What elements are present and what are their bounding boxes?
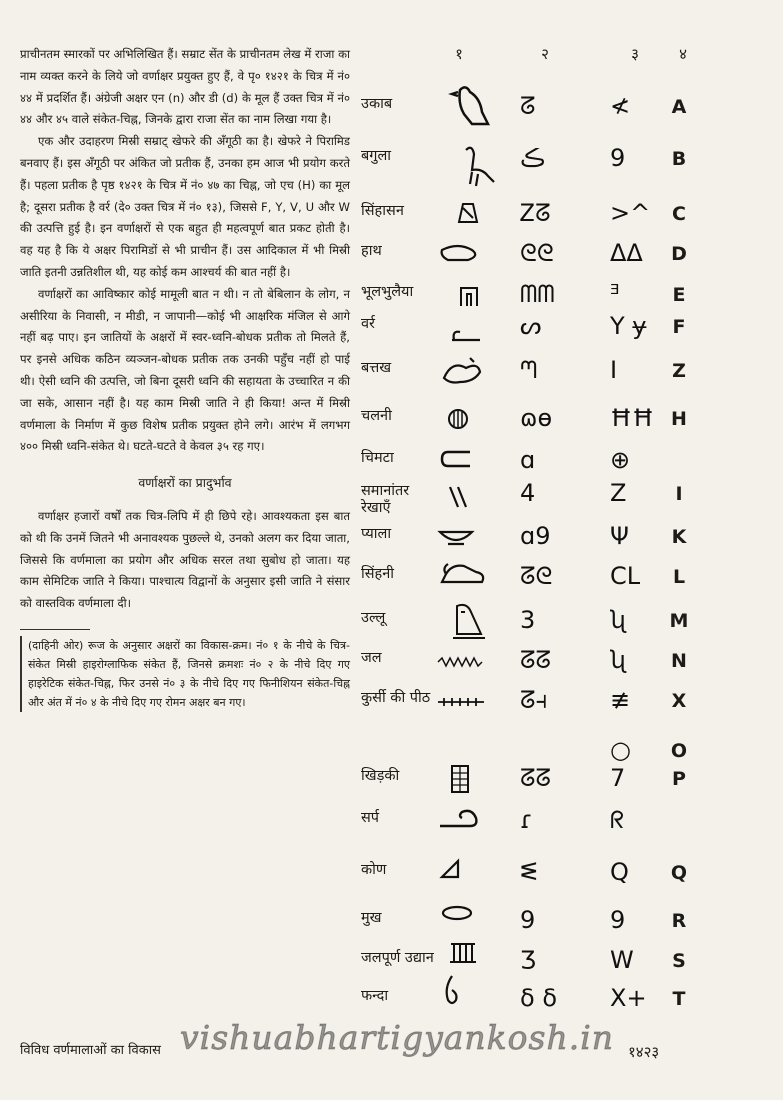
row-label: हाथ xyxy=(361,243,382,259)
roman-letter: R xyxy=(671,910,687,932)
paragraph-2: एक और उदाहरण मिस्री सम्राट् खेफरे की अँगूठी का है। खेफरे ने पिरामिड बनवाए हैं। इस अँगूठी पर अंकित जो प्रतीक हैं, उनका हम आज भी प्रयोग करते हैं। पहला प्रतीक है पृष्ठ १४२१ के चित्र में नं० ४७ का चिह्न, जो एच (H) का मूल है; दूसरा प्रतीक है वर्र (दे० उक्त चित्र में नं० १३), जिससे F, Y, V, U और W की उत्पत्ति हुई है। इन वर्णाक्षरों से एक बहुत ही महत्वपूर्ण बात प्रकट होती है। वह यह है कि ये अक्षर पिरामिडों से भी प्राचीन हैं। उस आदिकाल में भी मिस्री जाति इतनी उन्नतिशील थी, यह कोई कम आश्चर्य की बात नहीं है। xyxy=(20,134,350,279)
phoenician-glyph: ᴲ xyxy=(610,280,620,308)
phoenician-glyph: ᖇ xyxy=(610,806,625,834)
phoenician-glyph: CL xyxy=(610,562,641,590)
row-label: जल xyxy=(361,650,382,666)
phoenician-glyph: Ψ xyxy=(610,522,629,550)
phoenician-glyph: W xyxy=(610,946,634,974)
roman-letter: F xyxy=(672,316,686,338)
tongs-hieroglyph-icon xyxy=(440,448,474,470)
hieratic-glyph: ڪ xyxy=(520,144,546,172)
duck-hieroglyph-icon xyxy=(440,352,484,386)
hieratic-glyph: Ӡ xyxy=(520,946,536,974)
column-number-4: ४ xyxy=(679,45,687,63)
roman-letter: B xyxy=(671,148,687,170)
phoenician-glyph: ≢ xyxy=(610,686,631,714)
angle-hieroglyph-icon xyxy=(438,857,462,881)
phoenician-glyph: ʯ xyxy=(610,606,626,634)
phoenician-glyph: ʯ xyxy=(610,646,626,674)
phoenician-glyph: Z xyxy=(610,479,627,507)
garden-hieroglyph-icon xyxy=(446,936,480,966)
row-label: मुख xyxy=(361,910,382,926)
row-label: बगुला xyxy=(361,148,392,164)
column-number-3: ३ xyxy=(631,45,639,63)
window-hieroglyph-icon xyxy=(449,763,471,795)
hieratic-glyph: ᓬ xyxy=(520,858,538,886)
roman-letter: H xyxy=(671,408,687,430)
row-label: उकाब xyxy=(361,96,393,112)
hieratic-glyph: 3 xyxy=(520,606,536,634)
hieratic-glyph: 9 xyxy=(520,906,536,934)
labyrinth-hieroglyph-icon xyxy=(457,284,481,308)
page-number: १४२३ xyxy=(628,1043,660,1061)
hand-hieroglyph-icon xyxy=(438,240,482,264)
phoenician-glyph: ĦĦ xyxy=(610,404,654,432)
row-label: सर्प xyxy=(361,810,380,826)
roman-letter: N xyxy=(671,650,687,672)
chair-back-hieroglyph-icon xyxy=(436,694,486,710)
figure-caption: (दाहिनी ओर) रूज के अनुसार अक्षरों का विकास-क्रम। नं० १ के नीचे के चित्र-संकेत मिस्री हाइरोग्लाफिक संकेत हैं, जिनसे क्रमशः नं० २ के नीचे दिए गए हाइरेटिक संकेत-चिह्न, फिर उनसे नं० ३ के नीचे दिए गए फिनीशियन संकेत-चिह्न और अंत में नं० ४ के नीचे दिए गए रोमन अक्षर बन गए। xyxy=(20,636,350,712)
hieratic-glyph: ɷɵ xyxy=(520,404,553,432)
phoenician-glyph: 9 xyxy=(610,906,626,934)
hieratic-glyph: ᗰᗰ xyxy=(520,280,555,308)
phoenician-glyph: Y ɏ xyxy=(610,312,647,340)
roman-letter: P xyxy=(672,768,686,790)
hieratic-glyph: δ δ xyxy=(520,984,557,1012)
phoenician-glyph: ≮ xyxy=(610,92,631,120)
phoenician-glyph: ΔΔ xyxy=(610,239,643,267)
column-number-1: १ xyxy=(455,45,463,63)
row-label: सिंहासन xyxy=(361,203,404,219)
row-label: चलनी xyxy=(361,408,392,424)
cup-hieroglyph-icon xyxy=(436,526,476,548)
roman-letter: S xyxy=(672,950,686,972)
hieratic-glyph: ɑ9 xyxy=(520,522,551,550)
row-label: कुर्सी की पीठ xyxy=(361,690,431,706)
roman-letter: Z xyxy=(672,360,686,382)
roman-letter: A xyxy=(671,96,687,118)
row-label: उल्लू xyxy=(361,610,386,626)
row-label: समानांतर रेखाएँ xyxy=(361,483,410,516)
hieratic-glyph: ᘉ xyxy=(520,356,538,384)
roman-letter: M xyxy=(669,610,689,632)
phoenician-glyph: ⊕ xyxy=(610,446,631,474)
row-label: भूलभुलैया xyxy=(361,284,414,300)
caption-divider xyxy=(20,629,90,630)
phoenician-glyph: ○ xyxy=(610,736,631,764)
hieratic-glyph: 4 xyxy=(520,479,536,507)
row-label: खिड़की xyxy=(361,768,400,784)
roman-letter: K xyxy=(671,526,687,548)
parallel-lines-hieroglyph-icon xyxy=(446,483,472,511)
column-number-2: २ xyxy=(541,45,549,63)
roman-letter: E xyxy=(672,284,686,306)
roman-letter: D xyxy=(671,243,687,265)
watermark: vishuabhartigyankosh.in xyxy=(180,1018,615,1057)
roman-letter: I xyxy=(675,483,683,505)
row-label: चिमटा xyxy=(361,450,394,466)
hieratic-glyph: ɾ xyxy=(520,806,533,834)
row-label: बत्तख xyxy=(361,360,392,376)
phoenician-glyph: I xyxy=(610,356,618,384)
paragraph-1: प्राचीनतम स्मारकों पर अभिलिखित हैं। सम्राट सेंत के प्राचीनतम लेख में राजा का नाम व्यक्त करने के लिये जो वर्णाक्षर प्रयुक्त हुए हैं, वे पृ० १४२१ के चित्र में नं० ४४ में प्रदर्शित हैं। अंग्रेजी अक्षर एन (n) और डी (d) के मूल हैं उक्त चित्र में नं० ४४ और ४५ वाले संकेत-चिह्न, जिनके द्वारा राजा सेंत का नाम लिखा गया है। xyxy=(20,47,350,127)
mouth-hieroglyph-icon xyxy=(440,904,474,922)
hieratic-glyph: ᘔ xyxy=(520,92,536,120)
phoenician-glyph: 9 xyxy=(610,144,626,172)
row-label: कोण xyxy=(361,862,387,878)
hieratic-glyph: ᘓᘓ xyxy=(520,239,554,267)
hieratic-glyph: ᘔᘔ xyxy=(520,646,552,674)
roman-letter: X xyxy=(671,690,687,712)
roman-letter: O xyxy=(670,740,688,762)
left-text-column xyxy=(20,44,350,712)
eagle-hieroglyph-icon xyxy=(448,84,490,128)
roman-letter: T xyxy=(672,988,686,1010)
phoenician-glyph: Q xyxy=(610,858,629,886)
hieratic-glyph: ᔕ xyxy=(520,312,542,340)
sieve-hieroglyph-icon xyxy=(447,408,469,430)
roman-letter: L xyxy=(672,566,686,588)
snake-hieroglyph-icon xyxy=(448,324,484,346)
hieratic-glyph: ᘔᘓ xyxy=(520,562,553,590)
serpent-hieroglyph-icon xyxy=(436,802,482,832)
water-hieroglyph-icon xyxy=(436,656,486,668)
footer-title: विविध वर्णमालाओं का विकास xyxy=(20,1043,161,1058)
phoenician-glyph: 7 xyxy=(610,764,626,792)
paragraph-3: वर्णाक्षरों का आविष्कार कोई मामूली बात न थी। न तो बेबिलान के लोग, न असीरिया के निवासी, न मीडी, न जापानी—कोई भी आक्षरिक मंजिल से आगे नहीं बढ़ पाए। इन जातियों के अक्षरों में स्वर-ध्वनि-बोधक प्रतीक तो मिलते हैं, पर इनसे अधिक कठिन व्यञ्जन-बोधक प्रतीक तक उनकी पहुँच नहीं हो पाई थी। ऐसी ध्वनि की उत्पत्ति, जो बिना दूसरी ध्वनि की सहायता के उच्चारित न की जा सके, आसान नहीं है। यह काम मिस्री जाति ने ही किया! अन्त में मिस्री वर्णमाला के निर्माण में कुछ विशेष प्रतीक प्रयुक्त होने लगे। आरंभ में लगभग ४०० मिस्री ध्वनि-संकेत थे। घटते-घटते वे केवल ३५ रह गए। xyxy=(20,286,350,454)
row-label: जलपूर्ण उद्यान xyxy=(361,950,434,966)
hieratic-glyph: ᘔᘔ xyxy=(520,764,552,792)
row-label: वर्र xyxy=(361,316,375,332)
noose-hieroglyph-icon xyxy=(442,972,462,1008)
phoenician-glyph: X+ xyxy=(610,984,647,1012)
row-label: प्याला xyxy=(361,526,392,542)
roman-letter: C xyxy=(672,203,686,225)
phoenician-glyph: >^ xyxy=(610,199,651,227)
hieratic-glyph: Ꮓᘔ xyxy=(520,199,551,227)
paragraph-4: वर्णाक्षर हजारों वर्षों तक चित्र-लिपि में ही छिपे रहे। आवश्यकता इस बात को थी कि उनमें जितने भी अनावश्यक पुछल्ले थे, उनको अलग कर दिया जाता, जिससे कि वर्णमाला का प्रयोग और अधिक सरल तथा सुबोध हो जाता। यह काम सेमिटिक जाति ने किया। पाश्चात्य विद्वानों के अनुसार इसी जाति ने संसार को वास्तविक वर्णमाला दी। xyxy=(20,508,350,611)
roman-letter: Q xyxy=(670,862,688,884)
hieratic-glyph: ᘔ⫞ xyxy=(520,686,548,714)
throne-hieroglyph-icon xyxy=(455,198,481,226)
row-label: फन्दा xyxy=(361,988,389,1004)
section-heading: वर्णाक्षरों का प्रादुर्भाव xyxy=(138,475,232,491)
row-label: सिंहनी xyxy=(361,566,395,582)
heron-hieroglyph-icon xyxy=(458,142,498,188)
owl-hieroglyph-icon xyxy=(447,602,491,642)
hieratic-glyph: ɑ xyxy=(520,446,536,474)
lioness-hieroglyph-icon xyxy=(438,562,488,588)
